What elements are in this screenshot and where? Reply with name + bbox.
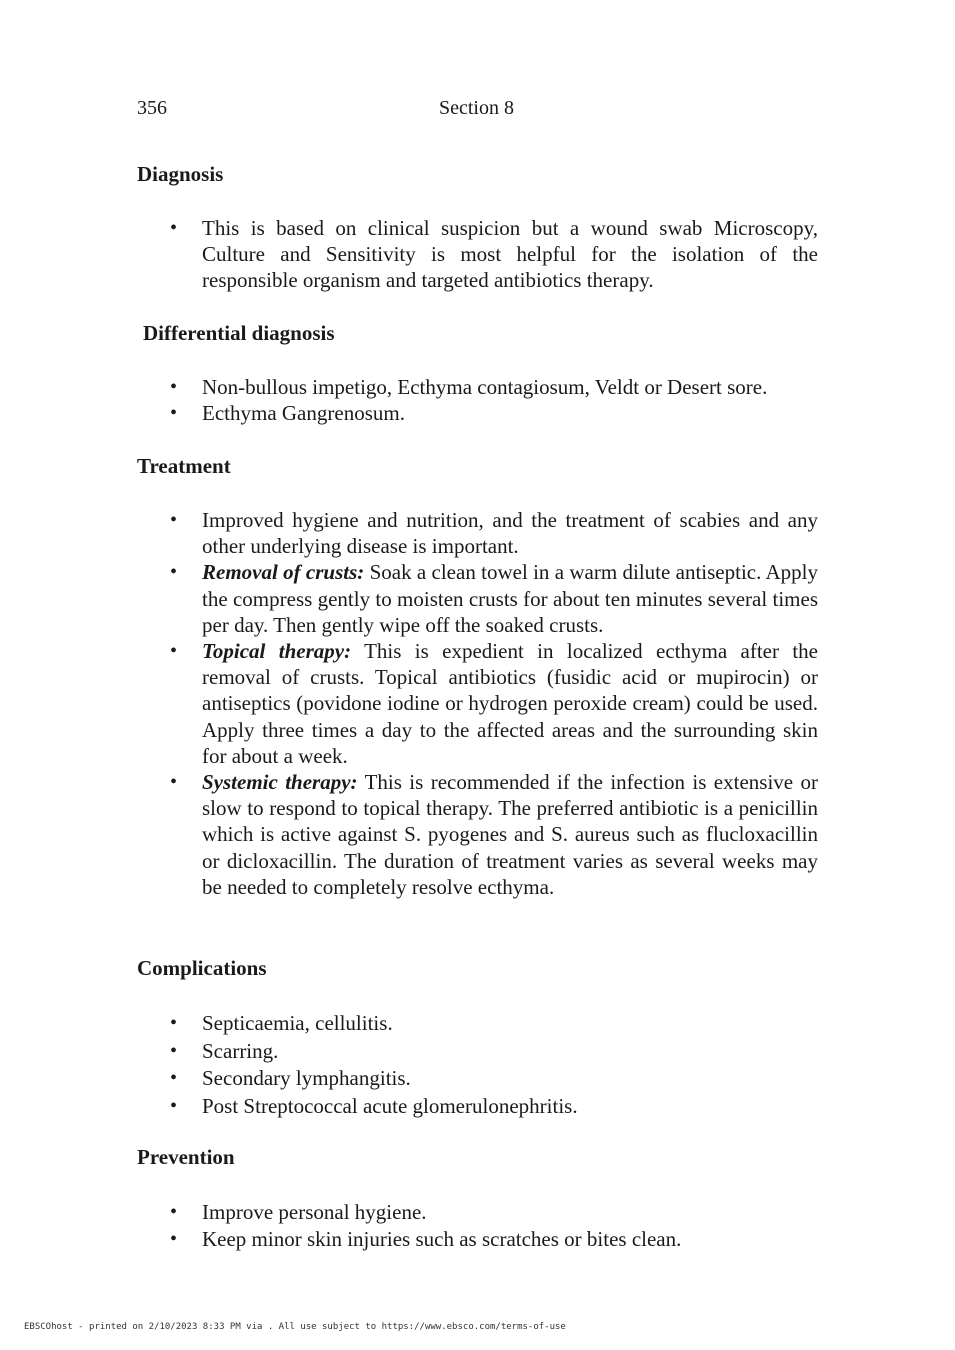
- bullet-text: Scarring.: [202, 1038, 279, 1063]
- bullet-text: Ecthyma Gangrenosum.: [202, 401, 405, 426]
- bullet-text: Non-bullous impetigo, Ecthyma contagiosum, Veldt or Desert sore.: [202, 375, 768, 399]
- diagnosis-list: [0, 215, 818, 294]
- bullet-icon: •: [170, 1039, 178, 1062]
- list-item: [0, 374, 818, 400]
- complications-list: [0, 1010, 818, 1119]
- bullet-text: Improve personal hygiene.: [202, 1200, 427, 1224]
- heading-treatment: Treatment: [137, 454, 231, 478]
- list-item: [0, 1226, 818, 1252]
- bullet-body: Improved hygiene and nutrition, and the treatment of scabies and any other underlying disease is important.: [202, 508, 818, 559]
- prevention-list: [0, 1199, 818, 1252]
- bullet-text: Secondary lymphangitis.: [202, 1066, 411, 1091]
- list-item: [0, 1065, 818, 1091]
- list-item: [0, 400, 818, 426]
- print-footer: EBSCOhost - printed on 2/10/2023 8:33 PM via . All use subject to https://www.ebsco.com/terms-of-use: [24, 1322, 566, 1332]
- heading-prevention: Prevention: [137, 1145, 235, 1169]
- running-head: Section 8: [439, 97, 514, 119]
- list-item: [0, 1038, 818, 1064]
- bullet-body: This is expedient in localized ecthyma after the removal of crusts. Topical antibiotics (fusidic acid or mupirocin) or antiseptics (povidone iodine or hydrogen peroxide cream) could be used. Apply three times a day to the affected areas and the surrounding skin for about a week.: [202, 639, 819, 768]
- bullet-icon: •: [170, 640, 178, 663]
- heading-diagnosis: Diagnosis: [137, 162, 224, 186]
- heading-differential-diagnosis: Differential diagnosis: [143, 321, 335, 345]
- bullet-body: Soak a clean towel in a warm dilute antiseptic. Apply the compress gently to moisten crusts for about ten minutes several times per day. Then gently wipe off the soaked crusts.: [202, 560, 818, 637]
- bullet-lead: Removal of crusts:: [202, 560, 365, 585]
- bullet-icon: •: [170, 1228, 178, 1251]
- bullet-text: [202, 769, 818, 900]
- bullet-text: Septicaemia, cellulitis.: [202, 1011, 393, 1035]
- bullet-icon: •: [170, 561, 178, 584]
- differential-list: [0, 374, 818, 426]
- list-item: [0, 638, 818, 769]
- heading-complications: Complications: [137, 956, 267, 980]
- bullet-text: [202, 507, 818, 559]
- list-item: [0, 1010, 818, 1036]
- bullet-icon: •: [170, 1095, 178, 1118]
- list-item: [0, 507, 818, 559]
- bullet-icon: •: [170, 771, 178, 794]
- list-item: [0, 559, 818, 638]
- page-number: 356: [137, 97, 167, 119]
- bullet-text: Post Streptococcal acute glomerulonephritis.: [202, 1094, 578, 1119]
- bullet-icon: •: [170, 1201, 178, 1223]
- treatment-list: [0, 507, 818, 900]
- bullet-icon: •: [170, 402, 178, 425]
- bullet-icon: •: [170, 1012, 178, 1034]
- bullet-text: [202, 638, 818, 769]
- bullet-text: This is based on clinical suspicion but a wound swab Microscopy, Culture and Sensitivity is most helpful for the isolation of the responsible organism and targeted antibiotics therapy.: [202, 216, 818, 293]
- list-item: [0, 1199, 818, 1225]
- bullet-icon: •: [170, 509, 178, 531]
- bullet-text: [202, 559, 818, 638]
- bullet-body: This is recommended if the infection is extensive or slow to respond to topical therapy. The preferred antibiotic is a penicillin which is active against S. pyogenes and S. aureus such as flucloxacillin or dicloxacillin. The duration of treatment varies as several weeks may be needed to completely resolve ecthyma.: [202, 770, 818, 899]
- bullet-text: Keep minor skin injuries such as scratches or bites clean.: [202, 1227, 682, 1252]
- bullet-lead: Topical therapy:: [202, 639, 352, 664]
- list-item: [0, 769, 818, 900]
- list-item: [0, 1093, 818, 1119]
- bullet-icon: •: [170, 1067, 178, 1090]
- bullet-icon: •: [170, 217, 178, 239]
- bullet-icon: •: [170, 376, 178, 398]
- bullet-lead: Systemic therapy:: [202, 770, 358, 795]
- list-item: [0, 215, 818, 294]
